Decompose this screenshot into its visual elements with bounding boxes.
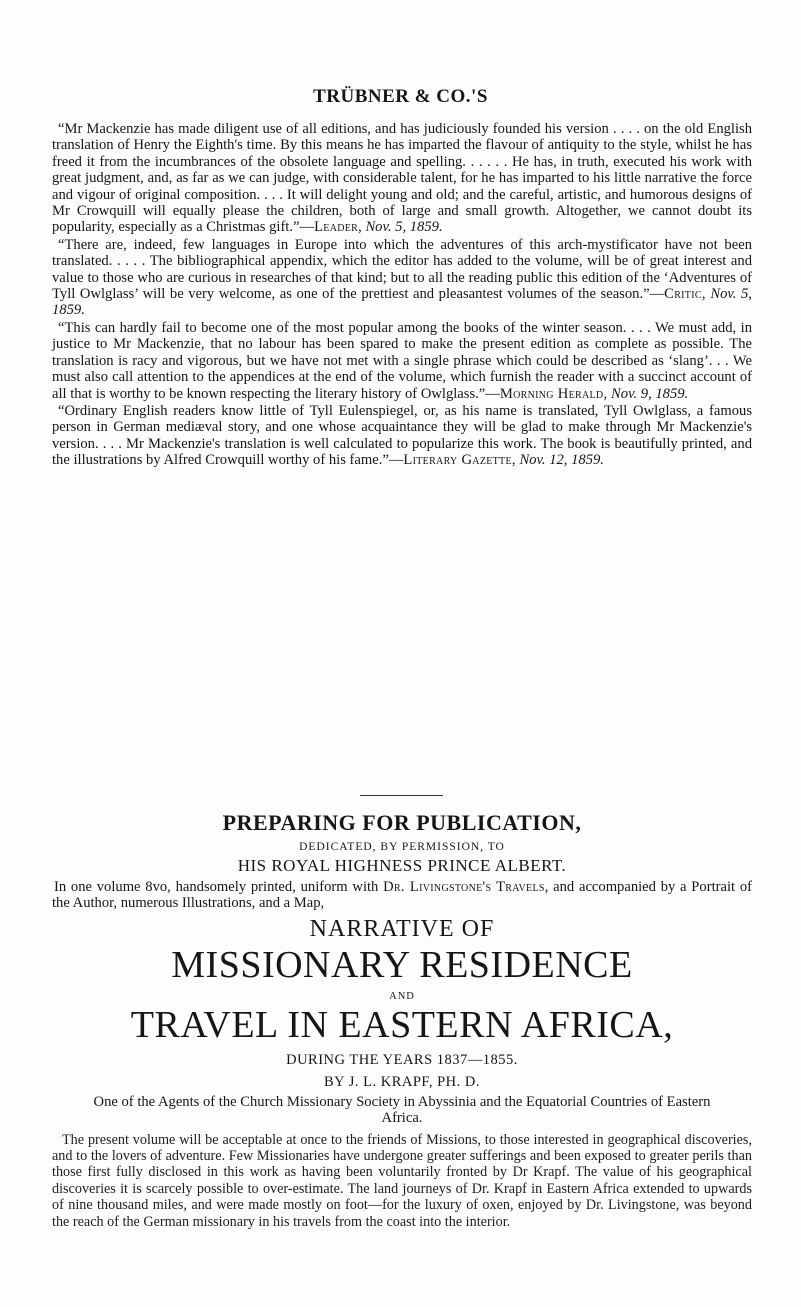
review-text: “This can hardly fail to become one of the most popular among the books of the winter season. . . . We must add, in justice to Mr Mackenzie, that no labour has been spared to make the present edition as complete as possible. The translation is racy and vigorous, but we have not met with a single phrase which could be described as ‘slang’. . . We must also call attention to the appendices at the end of the volume, which furnish the reader with a succinct account of all that is worthy to be known respecting the literary history of Owlglass.”—: [52, 319, 752, 402]
dedicatee: HIS ROYAL HIGHNESS PRINCE ALBERT.: [237, 856, 567, 875]
review-literary-gazette: [52, 403, 752, 469]
review-morning-herald: [52, 320, 752, 402]
details-reference: Dr. Livingstone's Travels: [383, 879, 545, 895]
edition-details: [52, 879, 752, 912]
review-date: Nov. 5, 1859.: [52, 286, 752, 319]
date-range: DURING THE YEARS 1837—1855.: [286, 1051, 518, 1068]
review-leader: “Mr Mackenzie has made diligent use of all editions, and has judiciously founded his version . . . . on the old English translation of Henry the Eighth's time. By this means he has imparted the flavour of antiquity to the style, whilst he has freed it from the incumbrances of the obsolete language and spelling. . . . . . He has, in truth, executed his work with great judgment, and, as far as we can judge, with considerable talent, for he has imparted to his little narrative the force and vigour of original composition. . . . It will delight young and old; and the careful, artistic, and humorous designs of Mr Crowquill will equally please the children, both of large and small growth. Altogether, we cannot doubt its popularity, especially as a Christmas gift.”—Leader, Nov. 5, 1859.: [52, 121, 752, 236]
author-line: BY J. L. KRAPF, PH. D.: [324, 1073, 480, 1090]
title-line-1: NARRATIVE OF: [309, 915, 495, 942]
review-source: Critic,: [664, 286, 706, 303]
preparing-heading: PREPARING FOR PUBLICATION,: [222, 810, 582, 835]
author-description: One of the Agents of the Church Missionary Society in Abyssinia and the Equatorial Countries of Eastern Africa.: [93, 1093, 711, 1127]
review-source: Morning Herald,: [499, 385, 608, 402]
review-text: “Ordinary English readers know little of Tyll Eulenspiegel, or, as his name is translated, Tyll Owlglass, a famous person in German mediæval story, and one whose acquaintance they will be glad to make through Mr Mackenzie's version. . . . Mr Mackenzie's translation is well calculated to popularize this work. The book is beautifully printed, and the illustrations by Alfred Crowquill worthy of his fame.”—: [52, 402, 752, 469]
review-date: Nov. 9, 1859.: [611, 385, 689, 402]
title-line-2: MISSIONARY RESIDENCE: [171, 943, 633, 986]
details-text: In one volume 8vo, handsomely printed, uniform with: [54, 879, 384, 895]
review-source: Leader: [314, 219, 359, 236]
review-text: “There are, indeed, few languages in Europe into which the adventures of this arch-mystificator have not been translated. . . . . The bibliographical appendix, which the editor has added to the volume, will be of great interest and value to those who are curious in researches of that kind; but to all the reading public this edition of the ‘Adventures of Tyll Owlglass’ will be very welcome, as one of the prettiest and pleasantest volumes of the season.”—: [52, 236, 752, 303]
title-conjunction: AND: [389, 990, 415, 1002]
title-line-3: TRAVEL IN EASTERN AFRICA,: [130, 1003, 674, 1046]
review-date: Nov. 12, 1859.: [519, 452, 604, 469]
review-source: Literary Gazette,: [403, 452, 516, 469]
details-text-end: , and accompanied by a Portrait of the Author, numerous Illustrations, and a Map,: [52, 879, 752, 912]
publication-advert: [52, 810, 752, 1230]
section-divider: [360, 795, 443, 796]
publisher-header: TRÜBNER & CO.'S: [313, 86, 488, 107]
review-text: “Mr Mackenzie has made diligent use of all editions, and has judiciously founded his version . . . . on the old English translation of Henry the Eighth's time. By this means he has imparted the flavour of antiquity to the style, whilst he has freed it from the incumbrances of the obsolete language and spelling. . . . . . He has, in truth, executed his work with great judgment, and, as far as we can judge, with considerable talent, for he has imparted to his little narrative the force and vigour of original composition. . . . It will delight young and old; and the careful, artistic, and humorous designs of Mr Crowquill will equally please the children, both of large and small growth. Altogether, we cannot doubt its popularity, especially as a Christmas gift.”—: [52, 121, 752, 236]
dedication-line: DEDICATED, BY PERMISSION, TO: [299, 841, 505, 853]
review-critic: [52, 237, 752, 319]
press-reviews: [52, 121, 752, 469]
review-date: Nov. 5, 1859.: [365, 219, 443, 236]
book-description: The present volume will be acceptable at once to the friends of Missions, to those interested in geographical discoveries, and to the lovers of adventure. Few Missionaries have undergone greater sufferings and been exposed to greater perils than those first fully disclosed in this work as having been voluntarily fronted by Dr Krapf. The value of his geographical discoveries it is scarcely possible to over-estimate. The land journeys of Dr. Krapf in Eastern Africa extended to upwards of nine thousand miles, and were made mostly on foot—for the luxury of oxen, enjoyed by Dr. Livingstone, was beyond the reach of the German missionary in his travels from the coast into the interior.: [52, 1131, 752, 1230]
